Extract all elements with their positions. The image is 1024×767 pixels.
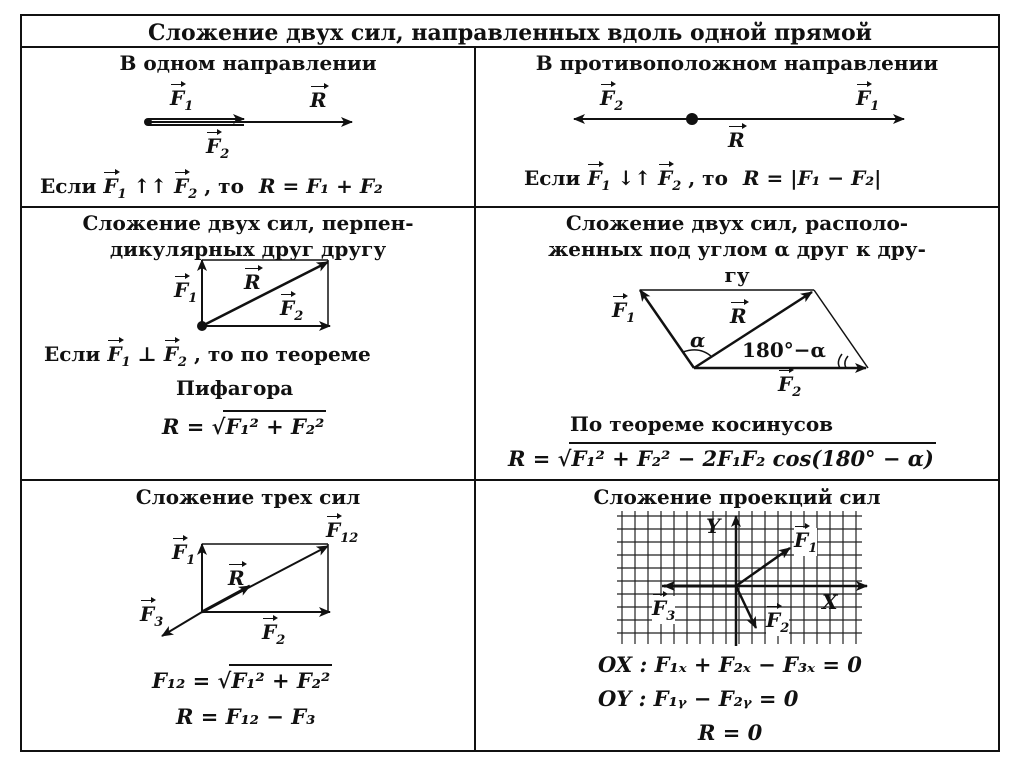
formula-pythagoras: R = √F₁² + F₂² (162, 410, 326, 439)
formula-cosines: R = √F₁² + F₂² − 2F₁F₂ cos(180° − α) (508, 442, 936, 471)
label-x-axis: X (822, 590, 838, 614)
label-y-axis: Y (706, 514, 721, 538)
label-r: R (244, 270, 261, 294)
diagrams-canvas (22, 16, 1002, 756)
condition-same-direction: Если $F_1$ ↑↑ $F_2$ , то R = F₁ + F₂ (40, 174, 383, 202)
label-supplement-angle: 180°−α (742, 338, 826, 362)
formula-same-direction: R = F₁ + F₂ (258, 174, 383, 198)
heading-projections: Сложение проекций сил (593, 485, 881, 509)
label-f2: $F_2$ (206, 134, 230, 162)
label-alpha: α (690, 328, 706, 352)
opposite-direction-diagram (574, 113, 904, 125)
label-f12: $F_{12}$ (326, 518, 359, 546)
label-f1: $F_1$ (856, 86, 880, 114)
theorem-cosines: По теореме косинусов (570, 412, 834, 436)
label-f2: $F_2$ (280, 296, 304, 324)
formula-r-three: R = F₁₂ − F₃ (176, 704, 316, 729)
label-f1: $F_1$ (612, 298, 636, 326)
table-title: Сложение двух сил, направленных вдоль одной прямой (148, 20, 872, 46)
heading-same-direction: В одном направлении (119, 51, 377, 75)
heading-three-forces: Сложение трех сил (135, 485, 361, 509)
label-f1: $F_1$ (794, 528, 818, 556)
label-r: R (728, 128, 745, 152)
label-f2: $F_2$ (262, 620, 286, 648)
formula-f12: F₁₂ = √F₁² + F₂² (152, 664, 332, 693)
condition-perpendicular: Если $F_1$ ⊥ $F_2$ , то по теореме (44, 342, 371, 370)
perpendicular-diagram (197, 260, 330, 331)
label-f1: $F_1$ (170, 86, 194, 114)
label-r: R (228, 566, 245, 590)
label-f3: $F_3$ (140, 602, 164, 630)
projection-grid (617, 511, 862, 644)
same-direction-diagram (144, 118, 352, 126)
label-r: R (310, 88, 327, 112)
label-f2: $F_2$ (766, 608, 790, 636)
formula-ox: OX : F₁ₓ + F₂ₓ − F₃ₓ = 0 (598, 652, 862, 677)
condition-perpendicular-line2: Пифагора (176, 376, 294, 400)
heading-angle: Сложение двух сил, располо- женных под углом α друг к дру- гу (548, 211, 926, 287)
label-f2: $F_2$ (778, 372, 802, 400)
reference-table (20, 14, 1000, 752)
label-f1: $F_1$ (174, 278, 198, 306)
label-f2: $F_2$ (600, 86, 624, 114)
heading-perpendicular: Сложение двух сил, перпен- дикулярных друг другу (82, 211, 414, 261)
condition-opposite-direction: Если $F_1$ ↓↑ $F_2$ , то R = |F₁ − F₂| (524, 166, 882, 194)
label-f1: $F_1$ (172, 540, 196, 568)
formula-oy: OY : F₁ᵧ − F₂ᵧ = 0 (598, 686, 799, 711)
label-f3: $F_3$ (652, 596, 676, 624)
heading-opposite-direction: В противоположном направлении (535, 51, 939, 75)
formula-opposite-direction: R = |F₁ − F₂| (742, 166, 882, 190)
formula-r-zero: R = 0 (698, 720, 763, 745)
label-r: R (730, 304, 747, 328)
